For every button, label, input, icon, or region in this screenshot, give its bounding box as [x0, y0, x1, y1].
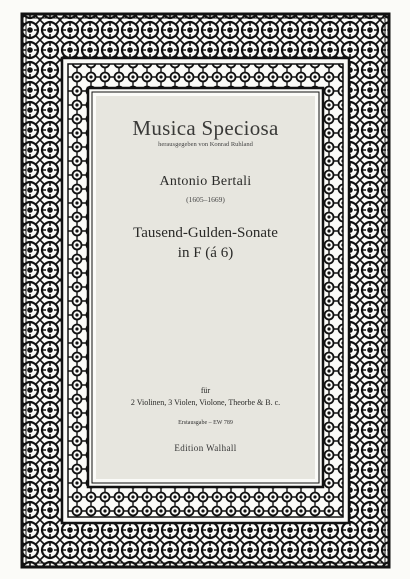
- instrumentation: 2 Violinen, 3 Violen, Violone, Theorbe & B. c.: [130, 398, 281, 407]
- composer-name: Antonio Bertali: [159, 174, 252, 189]
- series-title: Musica Speciosa: [132, 116, 279, 140]
- work-title-line2: in F (á 6): [177, 245, 234, 261]
- composer-dates: (1605–1669): [186, 195, 225, 204]
- scoring-for-label: für: [200, 386, 211, 395]
- work-title-line1: Tausend-Gulden-Sonate: [133, 225, 278, 241]
- series-editor-line: herausgegeben von Konrad Ruhland: [158, 141, 253, 148]
- publisher-name: Edition Walhall: [174, 443, 237, 453]
- edition-info: Erstausgabe – EW 789: [178, 420, 233, 426]
